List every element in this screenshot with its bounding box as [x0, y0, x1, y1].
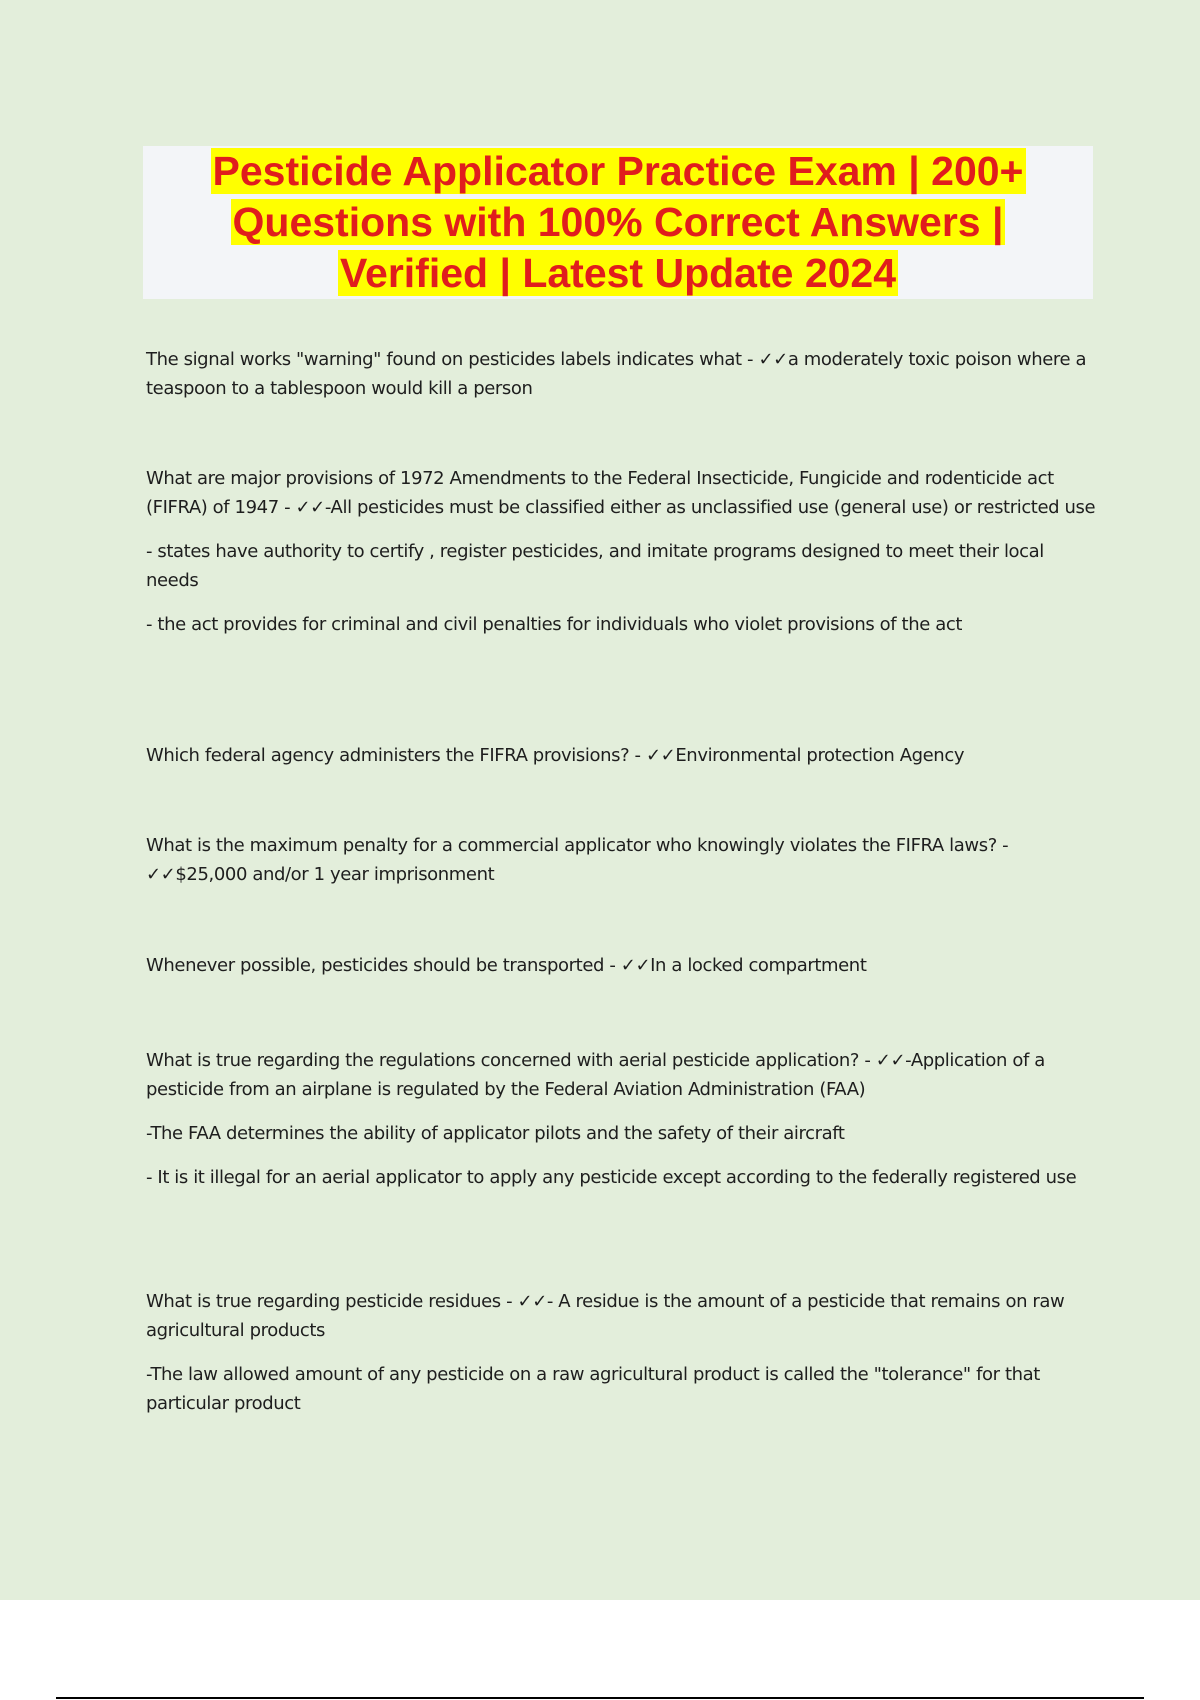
qa-text: Which federal agency administers the FIFRA provisions? - ✓✓Environmental protection Agency [146, 745, 965, 766]
qa-text: Whenever possible, pesticides should be transported - ✓✓In a locked compartment [146, 955, 867, 976]
qa-text: The signal works "warning" found on pesticides labels indicates what - ✓✓a moderately toxic poison where a teaspoon to a tablespoon would kill a person [146, 349, 1087, 399]
title-line-2: Questions with 100% Correct Answers | [232, 199, 1004, 245]
qa-item [146, 831, 1096, 889]
qa-item [146, 1046, 1096, 1192]
qa-item [146, 345, 1096, 403]
qa-text: What is true regarding the regulations concerned with aerial pesticide application? - ✓✓-Application of a pesticide from an airplane is regulated by the Federal Aviation Administration (FAA) [146, 1050, 1045, 1100]
document-title [143, 146, 1093, 299]
title-line-3: Verified | Latest Update 2024 [339, 250, 897, 296]
qa-text: -The FAA determines the ability of applicator pilots and the safety of their aircraft [146, 1123, 845, 1144]
qa-text: What are major provisions of 1972 Amendments to the Federal Insecticide, Fungicide and rodenticide act (FIFRA) of 1947 - ✓✓-All pesticides must be classified either as unclassified use (general use) or restricted use [146, 468, 1096, 518]
qa-item [146, 464, 1096, 639]
qa-item [146, 1287, 1096, 1418]
qa-text: - the act provides for criminal and civil penalties for individuals who violet provisions of the act [146, 614, 963, 635]
qa-text: - It is it illegal for an aerial applicator to apply any pesticide except according to the federally registered use [146, 1167, 1077, 1188]
qa-text: What is the maximum penalty for a commercial applicator who knowingly violates the FIFRA laws? - ✓✓$25,000 and/or 1 year imprisonment [146, 835, 1009, 885]
title-banner [143, 146, 1093, 299]
qa-text: What is true regarding pesticide residues - ✓✓- A residue is the amount of a pesticide that remains on raw agricultural products [146, 1291, 1065, 1341]
qa-item [146, 741, 1096, 770]
footer-rule [56, 1697, 1144, 1699]
title-line-1: Pesticide Applicator Practice Exam | 200+ [212, 148, 1024, 194]
qa-item [146, 951, 1096, 980]
qa-text: - states have authority to certify , register pesticides, and imitate programs designed to meet their local needs [146, 541, 1044, 591]
qa-text: -The law allowed amount of any pesticide on a raw agricultural product is called the "tolerance" for that particular product [146, 1364, 1040, 1414]
